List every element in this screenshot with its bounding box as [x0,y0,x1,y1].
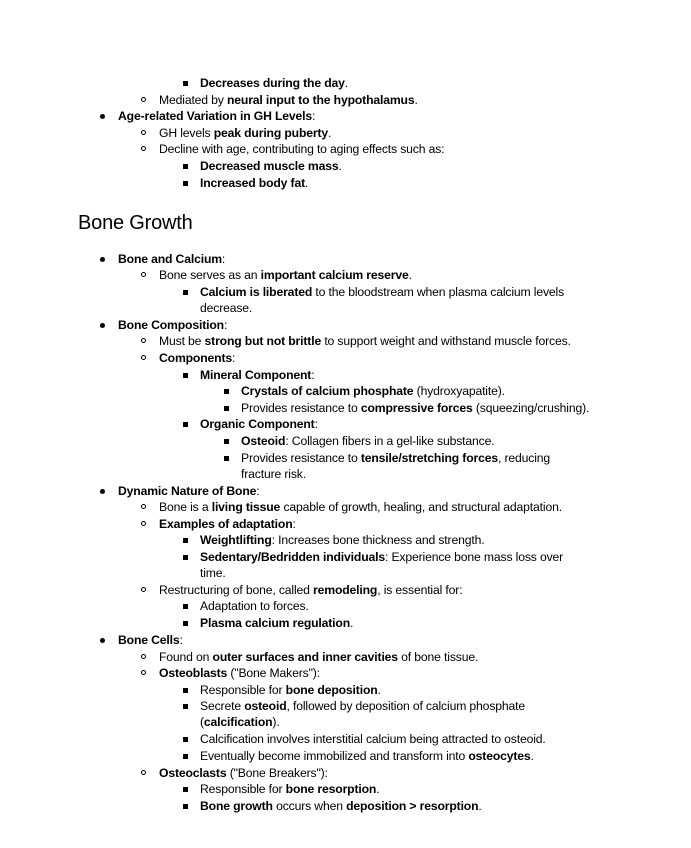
text-run: : [223,318,228,332]
text-run: Found on [159,650,213,664]
text-run: Decline with age, contributing to aging effects such as: [159,142,445,156]
bold-text: strong but not brittle [204,334,322,348]
text-run: ). [272,715,280,729]
text-run: . [530,749,534,763]
list-item [200,75,348,91]
list-item [118,251,225,267]
bold-text: osteocytes [468,749,531,763]
text-run: ("Bone Makers"): [227,666,320,680]
list-item-continuation [200,714,280,730]
list-item [200,158,342,174]
bold-text: living tissue [211,500,281,514]
text-run: Must be [159,334,205,348]
bold-text: important calcium reserve [260,268,409,282]
text-run: : [231,351,236,365]
list-item [200,284,564,300]
bold-text: tensile/stretching forces [360,451,498,465]
text-run: : [312,109,316,123]
text-run: . [377,683,381,697]
section-heading: Bone Growth [78,212,193,234]
text-run: , followed by deposition of calcium phosphate [286,699,526,713]
bold-text: osteoid [244,699,287,713]
bold-text: Components [159,351,232,365]
list-item [118,483,260,499]
text-run: Mediated by [159,93,227,107]
text-run: , reducing [497,451,551,465]
bold-text: Decreases during the day [200,76,345,90]
list-item [200,532,484,548]
list-item [159,267,412,283]
bold-text: Crystals of calcium phosphate [241,384,414,398]
list-item [241,383,505,399]
text-run: : Experience bone mass loss over [384,550,564,564]
list-item [200,175,308,191]
list-item [200,416,318,432]
list-item [200,598,309,614]
text-run: . [350,616,354,630]
list-item [118,108,315,124]
list-item [200,615,353,631]
text-run: Adaptation to forces. [200,599,309,613]
text-run: ("Bone Breakers"): [226,766,328,780]
bold-text: Dynamic Nature of Bone [118,484,257,498]
bold-text: Examples of adaptation [159,517,293,531]
text-run: : [221,252,226,266]
list-item [159,649,478,665]
text-run: , is essential for: [377,583,463,597]
text-run: Secrete [200,699,245,713]
text-run: . [328,126,332,140]
text-run: ( [200,715,204,729]
bold-text: Calcium is liberated [200,285,313,299]
list-item [159,665,320,681]
bold-text: Osteoid [241,434,286,448]
text-run: . [478,799,482,813]
bold-text: Bone Cells [118,633,180,647]
bold-text: bone resorption [285,782,377,796]
text-run: time. [200,566,226,580]
bold-text: Osteoclasts [159,766,227,780]
list-item-continuation [200,300,252,316]
list-item [241,450,550,466]
text-run: Calcification involves interstitial calcium being attracted to osteoid. [200,732,546,746]
text-run: of bone tissue. [397,650,479,664]
text-run: (hydroxyapatite). [413,384,505,398]
bold-text: calcification [203,715,273,729]
list-item [118,632,183,648]
text-run: Restructuring of bone, called [159,583,314,597]
text-run: . [338,159,342,173]
text-run: occurs when [272,799,347,813]
list-item [200,798,482,814]
list-item [159,333,571,349]
list-item [159,125,331,141]
text-run: : Collagen fibers in a gel-like substance. [285,434,495,448]
list-item [200,698,525,714]
text-run: . [305,176,309,190]
list-item [241,400,589,416]
text-run: Bone serves as an [159,268,261,282]
text-run: Responsible for [200,782,286,796]
list-item [241,433,494,449]
text-run: : [311,368,315,382]
list-item [118,317,227,333]
text-run: capable of growth, healing, and structural adaptation. [280,500,562,514]
bold-text: Decreased muscle mass [200,159,339,173]
text-run: GH levels [159,126,214,140]
text-run: : [256,484,260,498]
list-item [159,350,235,366]
list-item [200,549,563,565]
text-run: : [292,517,296,531]
text-run: to the bloodstream when plasma calcium levels [312,285,565,299]
list-item [200,748,534,764]
list-item [159,92,418,108]
list-item [200,367,314,383]
bold-text: Bone growth [200,799,273,813]
bold-text: bone deposition [285,683,378,697]
text-run: Provides resistance to [241,401,361,415]
text-run: : [179,633,183,647]
text-run: . [414,93,418,107]
text-run: : [314,417,318,431]
bold-text: outer surfaces and inner cavities [212,650,398,664]
text-run: Responsible for [200,683,286,697]
text-run: . [376,782,380,796]
list-item [200,682,381,698]
bold-text: Sedentary/Bedridden individuals [200,550,385,564]
bold-text: Age-related Variation in GH Levels [118,109,313,123]
text-run: Eventually become immobilized and transform into [200,749,469,763]
text-run: Provides resistance to [241,451,361,465]
text-run: decrease. [200,301,253,315]
text-run: Bone is a [159,500,212,514]
bold-text: Increased body fat [200,176,305,190]
text-run: : Increases bone thickness and strength. [271,533,485,547]
text-run: . [344,76,348,90]
text-run: . [408,268,412,282]
list-item [159,765,328,781]
list-item [159,499,562,515]
bold-text: remodeling [313,583,378,597]
bold-text: Bone Composition [118,318,224,332]
bold-text: deposition > resorption [346,799,479,813]
bold-text: Weightlifting [200,533,272,547]
list-item [159,141,444,157]
text-run: (squeezing/crushing). [472,401,590,415]
list-item-continuation [241,466,306,482]
bold-text: Mineral Component [200,368,312,382]
list-item [159,582,462,598]
bold-text: Plasma calcium regulation [200,616,351,630]
bold-text: compressive forces [360,401,473,415]
text-run: fracture risk. [241,467,306,481]
list-item [200,781,379,797]
bold-text: Bone and Calcium [118,252,222,266]
bold-text: peak during puberty [213,126,329,140]
list-item-continuation [200,565,226,581]
text-run: to support weight and withstand muscle forces. [321,334,571,348]
list-item [200,731,546,747]
list-item [159,516,296,532]
bold-text: neural input to the hypothalamus [226,93,415,107]
bold-text: Osteoblasts [159,666,228,680]
bold-text: Organic Component [200,417,315,431]
